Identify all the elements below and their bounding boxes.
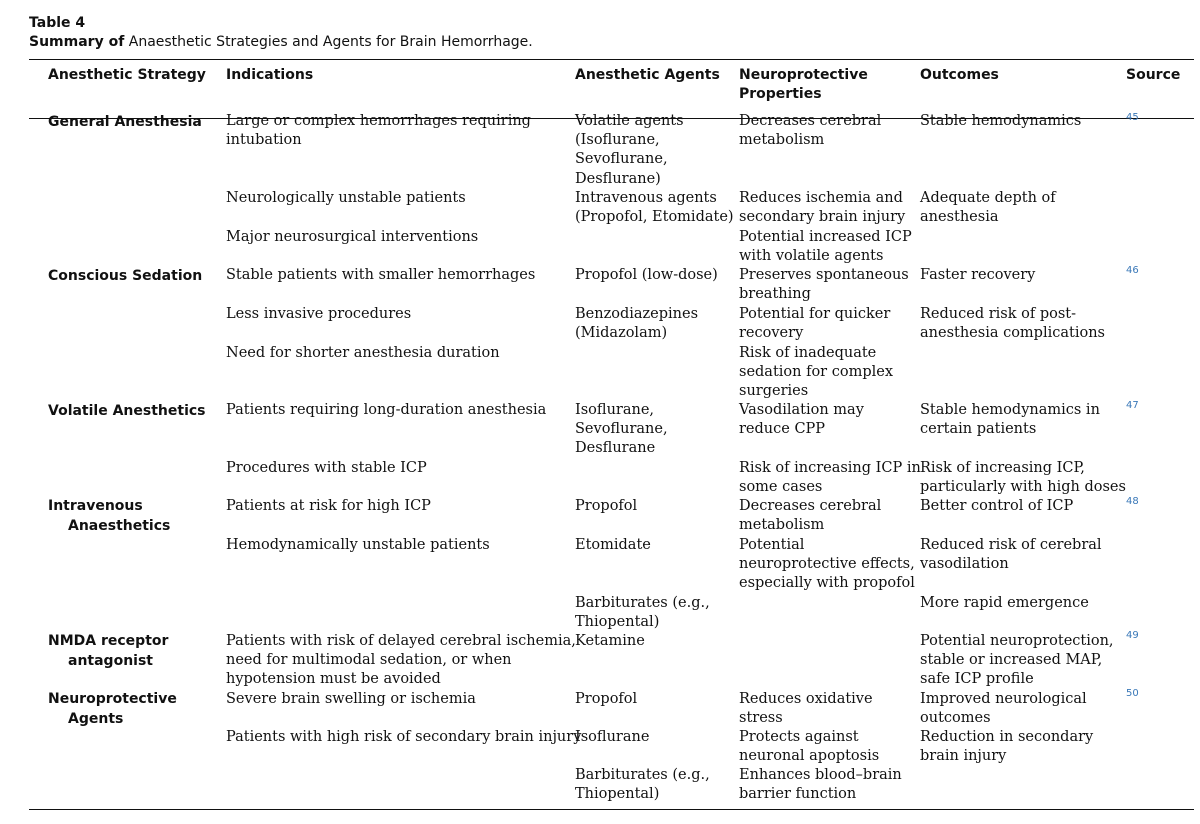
- cell-line: Improved neurological: [920, 691, 1087, 707]
- header-source: Source: [1126, 67, 1181, 83]
- bottom-rule: [29, 809, 1194, 810]
- cell-line: Hemodynamically unstable patients: [226, 537, 490, 553]
- source-link-49[interactable]: 49: [1126, 630, 1139, 641]
- cell-line: Risk of increasing ICP,: [920, 460, 1085, 476]
- cell-line: vasodilation: [920, 556, 1009, 573]
- table-figure: [29, 14, 1194, 803]
- source-link-48[interactable]: 48: [1126, 496, 1139, 507]
- cell-line: Ketamine: [575, 633, 645, 649]
- cell-line: Major neurosurgical interventions: [226, 229, 479, 245]
- source-link-50[interactable]: 50: [1126, 688, 1139, 699]
- neuroprotective-cell: [739, 189, 905, 227]
- cell-line: Barbiturates (e.g.,: [575, 595, 710, 611]
- cell-line: Reduces ischemia and: [739, 190, 903, 206]
- strategy-neuroprotective-agents: [48, 690, 177, 729]
- cell-line: recovery: [739, 325, 804, 342]
- cell-line: Need for shorter anesthesia duration: [226, 345, 500, 361]
- cell-line: intubation: [226, 132, 302, 149]
- indication-cell: [226, 112, 531, 150]
- cell-line: metabolism: [739, 132, 825, 149]
- outcome-cell: [920, 690, 1087, 728]
- neuroprotective-cell: [739, 459, 921, 497]
- cell-line: Propofol: [575, 691, 638, 707]
- indication-cell: [226, 728, 581, 747]
- agent-cell: [575, 266, 718, 285]
- cell-line: Sevoflurane,: [575, 151, 668, 168]
- cell-line: secondary brain injury: [739, 209, 906, 226]
- cell-line: Less invasive procedures: [226, 306, 412, 322]
- cell-line: stress: [739, 710, 783, 727]
- indication-cell: [226, 690, 476, 709]
- cell-line: Thiopental): [575, 786, 660, 803]
- cell-line: Reduces oxidative: [739, 691, 873, 707]
- cell-line: Barbiturates (e.g.,: [575, 767, 710, 783]
- cell-line: Etomidate: [575, 537, 651, 553]
- cell-line: Decreases cerebral: [739, 113, 882, 129]
- cell-line: Severe brain swelling or ischemia: [226, 691, 476, 707]
- cell-line: certain patients: [920, 421, 1037, 438]
- indication-cell: [226, 497, 431, 516]
- indication-cell: [226, 305, 411, 324]
- cell-line: safe ICP profile: [920, 671, 1034, 688]
- header-neuroprotective: [739, 66, 868, 104]
- table-caption: [29, 33, 1194, 51]
- cell-line: stable or increased MAP,: [920, 652, 1103, 669]
- header-neuroprotective-line1: Neuroprotective: [739, 67, 868, 83]
- indication-cell: [226, 344, 500, 363]
- caption-text: Anaesthetic Strategies and Agents for Brain Hemorrhage.: [124, 34, 533, 50]
- outcome-cell: [920, 632, 1114, 690]
- caption-bold: Summary of: [29, 34, 125, 50]
- outcome-cell: [920, 305, 1105, 343]
- cell-line: brain injury: [920, 748, 1007, 765]
- outcome-cell: [920, 459, 1126, 497]
- cell-line: Patients at risk for high ICP: [226, 498, 431, 514]
- cell-line: Benzodiazepines: [575, 306, 699, 322]
- cell-line: Risk of increasing ICP in: [739, 460, 921, 476]
- cell-line: particularly with high doses: [920, 479, 1126, 496]
- outcome-cell: [920, 266, 1035, 285]
- cell-line: need for multimodal sedation, or when: [226, 652, 512, 669]
- cell-line: Reduced risk of post-: [920, 306, 1077, 322]
- cell-line: Patients with risk of delayed cerebral ischemia,: [226, 633, 576, 649]
- header-indications: Indications: [226, 67, 314, 83]
- cell-line: reduce CPP: [739, 421, 826, 438]
- neuroprotective-cell: [739, 305, 890, 343]
- outcome-cell: [920, 536, 1102, 574]
- agent-cell: [575, 536, 651, 555]
- cell-line: some cases: [739, 479, 823, 496]
- cell-line: Decreases cerebral: [739, 498, 882, 514]
- source-link-47[interactable]: 47: [1126, 400, 1139, 411]
- cell-line: Potential neuroprotection,: [920, 633, 1114, 649]
- cell-line: with volatile agents: [739, 248, 884, 265]
- agent-cell: [575, 497, 637, 516]
- outcome-cell: [920, 401, 1100, 439]
- strategy-neuro-line2: Agents: [68, 710, 124, 727]
- cell-line: Potential increased ICP: [739, 229, 912, 245]
- cell-line: (Isoflurane,: [575, 132, 660, 149]
- cell-line: Patients with high risk of secondary brain injury: [226, 729, 582, 745]
- strategy-general-anesthesia: General Anesthesia: [48, 114, 202, 130]
- cell-line: Potential for quicker: [739, 306, 891, 322]
- outcome-cell: [920, 112, 1081, 131]
- neuroprotective-cell: [739, 401, 864, 439]
- cell-line: Intravenous agents: [575, 190, 717, 206]
- strategy-iv-line1: Intravenous: [48, 498, 143, 514]
- cell-line: breathing: [739, 286, 811, 303]
- cell-line: Better control of ICP: [920, 498, 1074, 514]
- agent-cell: [575, 632, 645, 651]
- cell-line: Stable hemodynamics: [920, 113, 1082, 129]
- cell-line: Protects against: [739, 729, 859, 745]
- cell-line: hypotension must be avoided: [226, 671, 441, 688]
- cell-line: Risk of inadequate: [739, 345, 877, 361]
- strategy-nmda-line2: antagonist: [68, 652, 153, 669]
- agent-cell: [575, 112, 684, 189]
- cell-line: Enhances blood–brain: [739, 767, 902, 783]
- strategy-iv-line2: Anaesthetics: [68, 517, 171, 534]
- source-link-45[interactable]: 45: [1126, 112, 1139, 123]
- cell-line: surgeries: [739, 383, 809, 400]
- outcome-cell: [920, 497, 1073, 516]
- indication-cell: [226, 266, 535, 285]
- agent-cell: [575, 189, 734, 227]
- neuroprotective-cell: [739, 344, 893, 402]
- cell-line: Large or complex hemorrhages requiring: [226, 113, 531, 129]
- header-agents: Anesthetic Agents: [575, 67, 720, 83]
- strategy-conscious-sedation: Conscious Sedation: [48, 268, 203, 284]
- strategy-neuro-line1: Neuroprotective: [48, 691, 177, 707]
- outcome-cell: [920, 189, 1056, 227]
- outcome-cell: [920, 594, 1089, 613]
- cell-line: Propofol: [575, 498, 638, 514]
- cell-line: Stable hemodynamics in: [920, 402, 1100, 418]
- cell-line: barrier function: [739, 786, 857, 803]
- neuroprotective-cell: [739, 112, 881, 150]
- agent-cell: [575, 766, 710, 804]
- strategy-nmda-line1: NMDA receptor: [48, 633, 169, 649]
- agent-cell: [575, 401, 668, 459]
- agent-cell: [575, 728, 649, 747]
- agent-cell: [575, 690, 637, 709]
- cell-line: Procedures with stable ICP: [226, 460, 427, 476]
- cell-line: Volatile agents: [575, 113, 684, 129]
- strategy-nmda-antagonist: [48, 632, 168, 671]
- cell-line: Propofol (low-dose): [575, 267, 718, 283]
- cell-line: Patients requiring long-duration anesthesia: [226, 402, 547, 418]
- cell-line: More rapid emergence: [920, 595, 1089, 611]
- indication-cell: [226, 459, 427, 478]
- agent-cell: [575, 594, 710, 632]
- cell-line: neuroprotective effects,: [739, 556, 915, 573]
- cell-line: neuronal apoptosis: [739, 748, 880, 765]
- cell-line: anesthesia complications: [920, 325, 1105, 342]
- cell-line: outcomes: [920, 710, 991, 727]
- cell-line: Isoflurane: [575, 729, 650, 745]
- cell-line: Desflurane: [575, 440, 656, 457]
- header-outcomes: Outcomes: [920, 67, 999, 83]
- cell-line: Reduced risk of cerebral: [920, 537, 1102, 553]
- neuroprotective-cell: [739, 690, 873, 728]
- strategy-volatile-anesthetics: Volatile Anesthetics: [48, 403, 206, 419]
- neuroprotective-cell: [739, 266, 909, 304]
- table-label: Table 4: [29, 15, 86, 31]
- cell-line: Vasodilation may: [739, 402, 864, 418]
- cell-line: anesthesia: [920, 209, 999, 226]
- cell-line: Faster recovery: [920, 267, 1036, 283]
- neuroprotective-cell: [739, 497, 881, 535]
- outcome-cell: [920, 728, 1093, 766]
- source-link-46[interactable]: 46: [1126, 265, 1139, 276]
- indication-cell: [226, 189, 466, 208]
- neuroprotective-cell: [739, 228, 912, 266]
- cell-line: Stable patients with smaller hemorrhages: [226, 267, 536, 283]
- cell-line: Isoflurane,: [575, 402, 655, 418]
- header-neuroprotective-line2: Properties: [739, 86, 822, 102]
- indication-cell: [226, 401, 546, 420]
- cell-line: metabolism: [739, 517, 825, 534]
- agent-cell: [575, 305, 698, 343]
- strategy-intravenous-anaesthetics: [48, 497, 170, 536]
- indication-cell: [226, 536, 490, 555]
- cell-line: especially with propofol: [739, 575, 915, 592]
- cell-line: Reduction in secondary: [920, 729, 1094, 745]
- cell-line: sedation for complex: [739, 364, 894, 381]
- cell-line: Potential: [739, 537, 805, 553]
- header-strategy: Anesthetic Strategy: [48, 67, 206, 83]
- indication-cell: [226, 228, 478, 247]
- cell-line: (Midazolam): [575, 325, 668, 342]
- cell-line: Adequate depth of: [920, 190, 1056, 206]
- neuroprotective-cell: [739, 728, 879, 766]
- cell-line: Thiopental): [575, 614, 660, 631]
- cell-line: Neurologically unstable patients: [226, 190, 466, 206]
- cell-line: Desflurane): [575, 170, 661, 187]
- neuroprotective-cell: [739, 766, 902, 804]
- cell-line: (Propofol, Etomidate): [575, 209, 734, 226]
- top-rule: [29, 59, 1194, 60]
- cell-line: Sevoflurane,: [575, 421, 668, 438]
- indication-cell: [226, 632, 576, 690]
- cell-line: Preserves spontaneous: [739, 267, 909, 283]
- neuroprotective-cell: [739, 536, 915, 594]
